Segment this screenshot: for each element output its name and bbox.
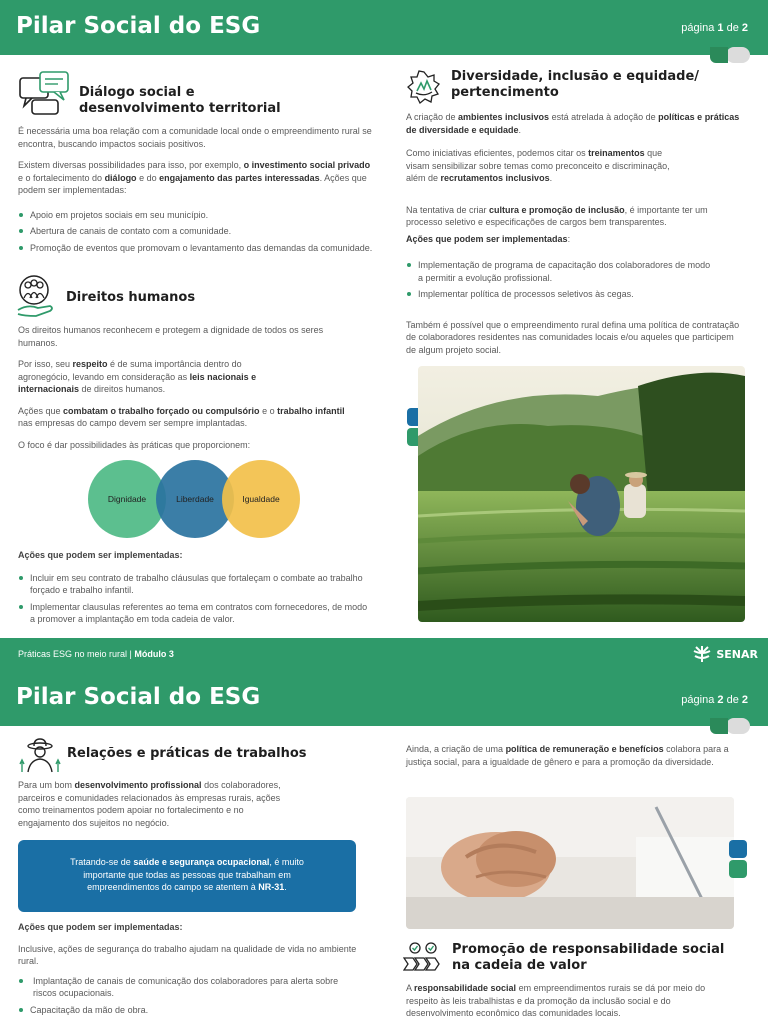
list-item: Implementação de programa de capacitação dos colaboradores de modo a permitir a evolução profissional. [406,259,716,284]
diversity-hands-icon [406,69,442,105]
list-item: Implementar clausulas referentes ao tema em contratos com fornecedores, de modo a promover a implantação em toda cadeia de valor. [18,601,373,626]
relacoes-text: Para um bom desenvolvimento profissional dos colaboradores, parceiros e comunidades relacionados às empresas rurais, ações como treinamentos podem apoiar no fortalecimento e no engajamento dos sujeitos no negócio. [18,780,281,828]
dialogo-text: É necessária uma boa relação com a comunidade local onde o empreendimento rural se encontra, buscando impactos sociais positivos. Existem diversas possibilidades para isso, por exemplo, o investimento social privado e o fortalecimento do diálogo e do engajamento das partes interessadas. Ações que podem ser implementadas: Apoio em projetos sociais em seu município. Abertura de canais de contato com a comunidade. Promoção de eventos que promovam o levantamento das demandas da comunidade. [18,126,373,253]
promocao-text: A responsabilidade social em empreendimentos rurais se dá por meio do respeito às leis trabalhistas e da promoção da inclusão social e do desenvolvimento econômico das comunidades locais. [406,983,706,1018]
page2-corner-tabs [710,718,750,734]
venn-liberdade: Liberdade [156,460,234,538]
clasped-hands-photo [406,797,734,929]
diversidade-text: A criação de ambientes inclusivos está atrelada à adoção de políticas e práticas de diversidade e equidade. Como iniciativas eficientes, podemos citar os treinamentos que visam sensibilizar sobre temas como preconceito e discriminação, além de recrutamentos inclusivos. Na tentativa de criar cultura e promoção de inclusão, é importante ter um processo seletivo e especificações de cargos bem transparentes. Ações que podem ser implementadas: Implementação de programa de capacitação dos colaboradores de modo a permitir a evolução profissional. Implementar política de processos seletivos às cegas. Também é possível que o empreendimento rural defina uma política de contratação de colaboradores residentes nas comunidades locais e/ou aqueles que participem de algum projeto social. [406,111,746,356]
list-item: Capacitação da mão de obra. [18,1004,358,1017]
values-venn-diagram [86,460,306,540]
page1-corner-tabs [710,47,750,63]
list-item: Promoção de eventos que promovam o levantamento das demandas da comunidade. [18,242,373,255]
page2-header [0,670,768,726]
chat-bubbles-icon [18,70,70,116]
list-item: Implantação de canais de comunicação dos colaboradores para alerta sobre riscos ocupacionais. [18,975,358,1000]
nr31-callout: Tratando-se de saúde e segurança ocupacional, é muito importante que todas as pessoas que trabalham em empreendimentos do campo se atentem à NR-31. [18,840,356,912]
diversidade-title: Diversidade, inclusão e equidade/ pertencimento [451,69,700,100]
dialogo-list [18,209,373,255]
direitos-text: Os direitos humanos reconhecem e protegem a dignidade de todos os seres humanos. Por isso, seu respeito é de suma importância dentro do agronegócio, levando em consideração as leis nacionais e internacionais de direitos humanos. Ações que combatam o trabalho forçado ou compulsório e o trabalho infantil nas empresas do campo devem ser sempre implantadas. O foco é dar possibilidades às práticas que proporcionem: [18,325,345,450]
list-item: Incluir em seu contrato de trabalho cláusulas que fortaleçam o combate ao trabalho forçado e trabalho infantil. [18,572,373,597]
farm-workers-photo [418,366,745,622]
hands-people-icon [16,274,56,320]
page2-side-tabs [729,840,747,880]
relacoes-actions: Ações que podem ser implementadas: Inclusive, ações de segurança do trabalho ajudam na qualidade de vida no ambiente rural. Implantação de canais de comunicação dos colaboradores para alerta sobre riscos ocupacionais. Capacitação da mão de obra. [18,922,357,1015]
list-item: Abertura de canais de contato com a comunidade. [18,225,373,238]
page1-header [0,0,768,55]
promocao-title: Promoção de responsabilidade social na cadeia de valor [452,942,725,973]
venn-igualdade: Igualdade [222,460,300,538]
list-item: Implementar política de processos seletivos às cegas. [406,288,746,301]
direitos-title: Direitos humanos [66,290,196,305]
remuneracao-text: Ainda, a criação de uma política de remuneração e benefícios colabora para a justiça social, para a igualdade de gênero e para a promoção da diversidade. [406,744,729,767]
list-item: Apoio em projetos sociais em seu município. [18,209,373,222]
page1-footer: Práticas ESG no meio rural | Módulo 3 SENAR [0,638,768,670]
direitos-actions: Ações que podem ser implementadas: Incluir em seu contrato de trabalho cláusulas que fortaleçam o combate ao trabalho forçado e trabalho infantil. Implementar clausulas referentes ao tema em contratos com fornecedores, de modo a promover a implantação em toda cadeia de valor. [18,549,373,630]
dialogo-title: Diálogo social e desenvolvimento territorial [79,85,281,116]
page2-page-indicator: página 2 de 2 [681,694,748,706]
page2-title: Pilar Social do ESG [16,684,261,710]
farmer-icon [18,738,62,774]
checklist-arrows-icon [403,940,445,974]
relacoes-title: Relações e práticas de trabalhos [67,746,307,761]
senar-logo-icon [692,645,712,663]
page1-title: Pilar Social do ESG [16,13,261,39]
page1-page-indicator: página 1 de 2 [681,22,748,34]
senar-logo: SENAR [692,645,758,663]
venn-dignidade: Dignidade [88,460,166,538]
